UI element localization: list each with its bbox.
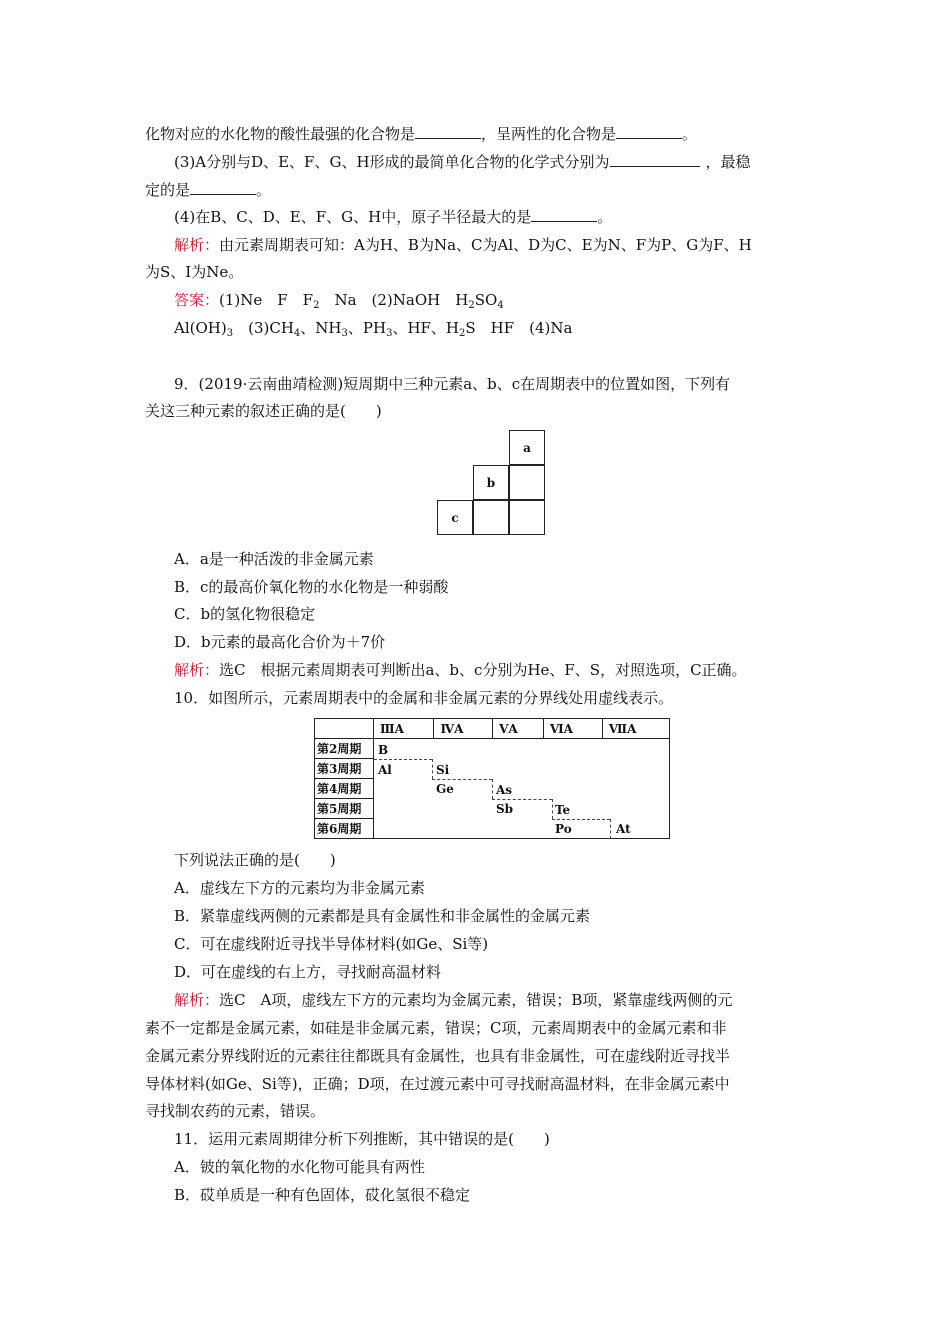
text-line: 金属元素分界线附近的元素往往都既具有金属性，也具有非金属性，可在虚线附近寻找半 <box>145 1047 731 1065</box>
answer-label: 答案： <box>174 291 220 309</box>
analysis-label: 解析： <box>174 236 220 254</box>
cell-empty <box>509 465 545 500</box>
boundary-dash <box>552 799 553 819</box>
group-header: ⅢA <box>374 719 434 739</box>
cell-a: a <box>509 430 545 465</box>
option-a: A．铍的氧化物的水化物可能具有两性 <box>174 1158 425 1176</box>
text-line: 寻找制农药的元素，错误。 <box>145 1102 326 1120</box>
element-B: B <box>378 743 389 757</box>
option-b: B．紧靠虚线两侧的元素都是具有金属性和非金属性的金属元素 <box>174 907 591 925</box>
text-segment: 。 <box>682 125 698 143</box>
question-11-stem: 11．运用元素周期律分析下列推断，其中错误的是( ) <box>174 1130 550 1148</box>
text-segment: (4)在B、C、D、E、F、G、H中，原子半径最大的是 <box>174 208 532 226</box>
text-segment: 为S、I为Ne。 <box>145 263 244 281</box>
text-segment: 9．(2019·云南曲靖检测)短周期中三种元素a、b、c在周期表中的位置如图，下列有 <box>174 375 731 393</box>
answer-line <box>174 318 572 338</box>
option-c: C．b的氢化物很稳定 <box>174 605 316 623</box>
text-segment: 。 <box>256 181 272 199</box>
question-10-prompt: 下列说法正确的是( ) <box>174 851 336 869</box>
answer-blank <box>610 152 700 167</box>
analysis-label: 解析： <box>174 661 220 679</box>
subscript: 4 <box>497 300 504 311</box>
answer-blank <box>415 124 481 139</box>
question-10-stem: 10．如图所示，元素周期表中的金属和非金属元素的分界线处用虚线表示。 <box>174 689 674 707</box>
question-9-stem-cont <box>145 401 382 421</box>
option-b: B．砹单质是一种有色固体，砹化氢很不稳定 <box>174 1186 471 1204</box>
text-segment: (3)CH <box>233 319 294 337</box>
text-line <box>145 262 243 282</box>
text-segment: 、PH <box>347 319 387 337</box>
text-segment: Na (2)NaOH H <box>319 291 469 309</box>
element-Po: Po <box>555 822 572 836</box>
option-d: D．可在虚线的右上方，寻找耐高温材料 <box>174 963 442 981</box>
subscript: 3 <box>386 328 393 339</box>
subscript: 3 <box>341 328 348 339</box>
text-segment: 。 <box>597 208 613 226</box>
element-Al: Al <box>378 763 392 777</box>
text-segment: ，最稳 <box>705 153 751 171</box>
group-header: ⅣA <box>434 719 493 739</box>
subscript: 2 <box>313 300 320 311</box>
cell-c: c <box>437 500 473 535</box>
analysis-line <box>174 990 732 1010</box>
boundary-dash <box>492 779 493 799</box>
option-b: B．c的最高价氧化物的水化物是一种弱酸 <box>174 578 449 596</box>
boundary-dash <box>432 759 433 779</box>
option-a: A．a是一种活泼的非金属元素 <box>174 550 374 568</box>
text-segment: 、NH <box>300 319 342 337</box>
element-Te: Te <box>555 803 571 817</box>
answer-blank <box>190 180 256 195</box>
boundary-dash <box>432 779 492 780</box>
subscript: 3 <box>226 328 234 339</box>
period-label: 第6周期 <box>315 819 374 839</box>
subscript: 4 <box>293 328 301 339</box>
text-segment: S HF (4)Na <box>465 319 573 337</box>
text-segment: SO <box>474 291 498 309</box>
subscript: 2 <box>468 300 475 311</box>
boundary-dash <box>610 819 611 839</box>
option-a: A．虚线左下方的元素均为非金属元素 <box>174 879 425 897</box>
text-segment: 化物对应的水化物的酸性最强的化合物是 <box>145 125 416 143</box>
answer-blank <box>616 124 682 139</box>
periodic-table-figure <box>314 718 670 840</box>
analysis-label: 解析： <box>174 991 220 1009</box>
text-segment: 、HF、H <box>392 319 460 337</box>
text-line <box>145 180 271 200</box>
period-label: 第4周期 <box>315 779 374 799</box>
analysis-line <box>174 660 747 680</box>
element-position-figure <box>437 430 549 538</box>
answer-line <box>174 290 504 310</box>
text-segment: 由元素周期表可知：A为H、B为Na、C为Al、D为C、E为N、F为P、G为F、H <box>219 236 752 254</box>
cell-empty <box>509 500 545 535</box>
period-label: 第3周期 <box>315 759 374 779</box>
text-segment: (1)Ne F F <box>219 291 314 309</box>
text-line: 导体材料(如Ge、Si等)，正确；D项，在过渡元素中可寻找耐高温材料，在非金属元素中 <box>145 1075 730 1093</box>
text-segment: 定的是 <box>145 181 191 199</box>
group-header: ⅤA <box>493 719 544 739</box>
text-segment: Al(OH) <box>174 319 227 337</box>
element-Sb: Sb <box>496 802 514 816</box>
text-line <box>174 152 751 172</box>
element-At: At <box>616 822 631 836</box>
corner-cell <box>315 719 374 739</box>
group-header: ⅦA <box>602 719 669 739</box>
text-segment: (3)A分别与D、E、F、G、H形成的最简单化合物的化学式分别为 <box>174 153 610 171</box>
option-c: C．可在虚线附近寻找半导体材料(如Ge、Si等) <box>174 935 489 953</box>
text-segment: 关这三种元素的叙述正确的是( ) <box>145 402 382 420</box>
text-line <box>145 124 697 144</box>
question-9-stem <box>174 374 730 394</box>
option-d: D．b元素的最高化合价为＋7价 <box>174 633 386 651</box>
element-Ge: Ge <box>436 782 454 796</box>
cell-empty <box>473 500 509 535</box>
boundary-dash <box>492 799 552 800</box>
boundary-dash <box>552 819 610 820</box>
text-segment: 选C A项，虚线左下方的元素均为金属元素，错误；B项，紧靠虚线两侧的元 <box>219 991 733 1009</box>
answer-blank <box>531 207 597 222</box>
text-line <box>174 207 612 227</box>
group-header: ⅥA <box>543 719 602 739</box>
element-Si: Si <box>436 763 450 777</box>
text-segment: 选C 根据元素周期表可判断出a、b、c分别为He、F、S，对照选项，C正确。 <box>219 661 747 679</box>
boundary-dash <box>374 759 432 760</box>
analysis-line <box>174 235 752 255</box>
text-line: 素不一定都是金属元素，如硅是非金属元素，错误；C项，元素周期表中的金属元素和非 <box>145 1019 727 1037</box>
period-label: 第2周期 <box>315 739 374 759</box>
element-As: As <box>496 783 513 797</box>
subscript: 2 <box>459 328 466 339</box>
text-segment: ，呈两性的化合物是 <box>481 125 617 143</box>
cell-b: b <box>473 465 509 500</box>
period-label: 第5周期 <box>315 799 374 819</box>
